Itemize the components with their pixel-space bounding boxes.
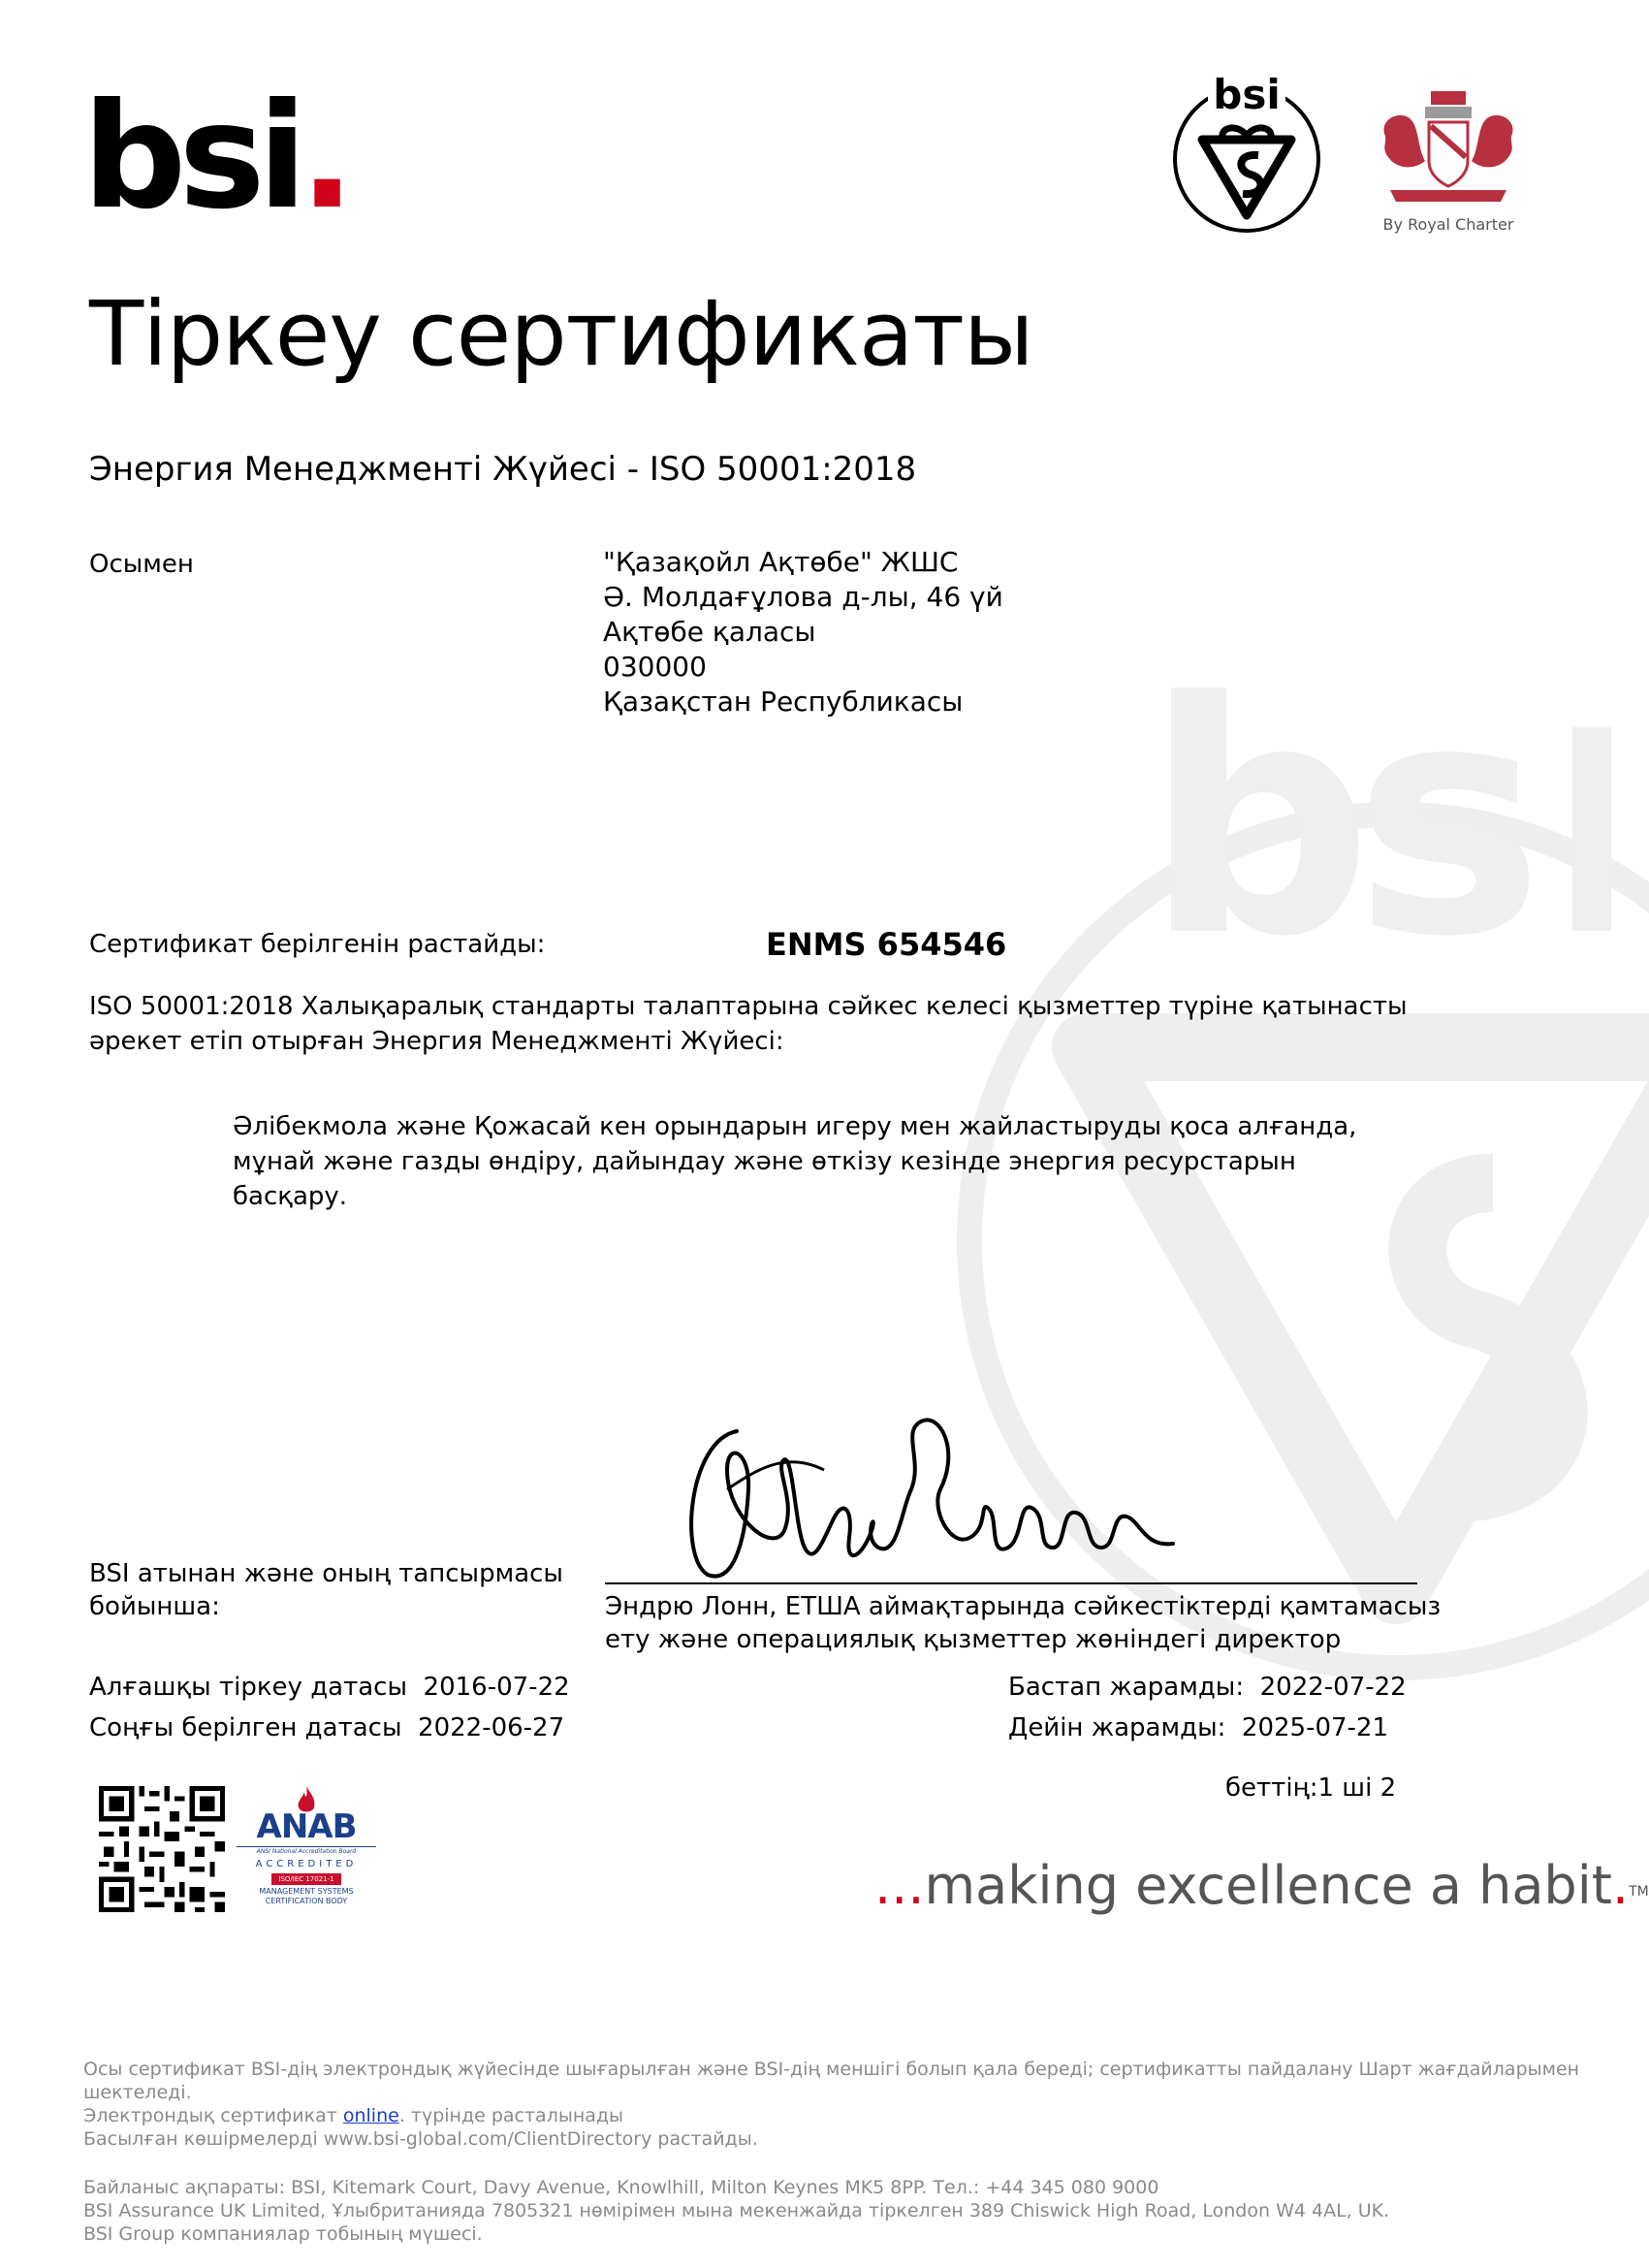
scope-intro: ISO 50001:2018 Халықаралық стандарты талаптарына сәйкес келесі қызметтер түріне қатынасты әрекет етіп отырған Энергия Менеджменті Жүйесі:	[89, 992, 1408, 1056]
royal-charter-crest-icon	[1371, 89, 1526, 206]
client-address	[603, 545, 1003, 719]
footer-group: BSI Group компаниялар тобының мүшесі.	[83, 2223, 483, 2245]
signature-image	[669, 1412, 1212, 1586]
svg-text:bs: bs	[1144, 634, 1525, 1006]
anab-accreditation-mark: ANAB ANSI National Accreditation Board ACCREDITED ISO/IEC 17021-1 MANAGEMENT SYSTEMS CERTIFICATION BODY	[237, 1786, 376, 1912]
footer-registration: BSI Assurance UK Limited, Ұлыбританияда 7805321 нөмірімен мына мекенжайда тіркелген 389 Chiswick High Road, London W4 4AL, UK.	[83, 2200, 1390, 2221]
svg-text:bsi: bsi	[1213, 71, 1281, 118]
address-line: "Қазақойл Ақтөбе" ЖШС	[603, 546, 959, 578]
original-registration: Алғашқы тіркеу датасы 2016-07-22	[89, 1673, 570, 1702]
hereby-label: Осымен	[89, 550, 194, 579]
original-registration-date: 2016-07-22	[423, 1673, 570, 1702]
qr-code-icon[interactable]	[99, 1786, 225, 1912]
standard-subtitle: Энергия Менеджменті Жүйесі - ISO 50001:2018	[89, 450, 917, 489]
certifies-label: Сертификат берілгенін растайды:	[89, 930, 546, 959]
page-number: беттің:1 ші 2	[1225, 1773, 1397, 1803]
address-line: Ә. Молдағұлова д-лы, 46 үй	[603, 581, 1003, 613]
page-title: Тіркеу сертификаты	[89, 282, 1033, 386]
footer-online-line: Электрондық сертификат online. түрінде расталынады	[83, 2105, 624, 2126]
bsi-logo: bsi.	[82, 73, 348, 241]
certificate-number: ENMS 654546	[766, 926, 1007, 963]
footer-contact: Байланыс ақпараты: BSI, Kitemark Court, Davy Avenue, Knowlhill, Milton Keynes MK5 8PP. Тел.: +44 345 080 9000	[83, 2177, 1159, 2198]
address-line: Ақтөбе қаласы	[603, 616, 816, 648]
latest-issue: Соңғы берілген датасы 2022-06-27	[89, 1713, 565, 1742]
scope-text: Әлібекмола және Қожасай кен орындарын игеру мен жайластыруды қоса алғанда, мұнай және газды өндіру, дайындау және өткізу кезінде энергия ресурстарын басқару.	[233, 1112, 1357, 1211]
effective-date: Бастап жарамды: 2022-07-22	[1008, 1673, 1407, 1702]
address-line: Қазақстан Республикасы	[603, 686, 964, 718]
footer-line: шектеледі.	[83, 2082, 192, 2103]
online-link[interactable]: online	[342, 2105, 399, 2126]
kitemark-icon	[1169, 70, 1324, 237]
tagline: ...making excellence a habit.™	[874, 1855, 1649, 1916]
address-line: 030000	[603, 651, 707, 683]
signature-line	[605, 1582, 1417, 1584]
on-behalf-label: BSI атынан және оның тапсырмасы бойынша:	[89, 1559, 563, 1621]
footer-line: Басылған көшірмелерді www.bsi-global.com/ClientDirectory растайды.	[83, 2128, 758, 2150]
royal-charter-text: By Royal Charter	[1382, 215, 1514, 234]
expiry-date: Дейін жарамды: 2025-07-21	[1008, 1713, 1389, 1742]
latest-issue-date: 2022-06-27	[418, 1713, 565, 1742]
footer-line: Осы сертификат BSI-дің электрондық жүйесінде шығарылған және BSI-дің меншігі болып қала береді; сертификатты пайдалану Шарт жағдайларымен	[83, 2059, 1580, 2080]
signatory-name: Эндрю Лонн, ЕТША аймақтарында сәйкестіктерді қамтамасыз ету және операциялық қызметтер жөніндегі директор	[605, 1592, 1442, 1654]
